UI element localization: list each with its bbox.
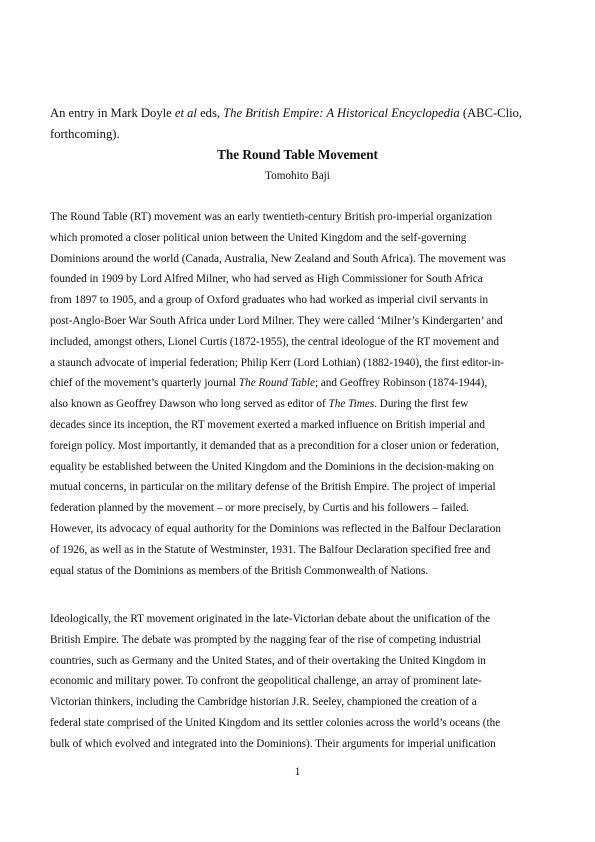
- text-line: included, amongst others, Lionel Curtis (1872-1955), the central ideologue of the RT movement and: [50, 335, 500, 348]
- text-line: [50, 394, 550, 415]
- text-line: countries, such as Germany and the United States, and of their overtaking the United Kingdom in: [50, 654, 486, 667]
- paragraph-2: [50, 609, 550, 755]
- text-run: also known as Geoffrey Dawson who long served as editor of: [50, 398, 329, 411]
- journal-title: The Round Table: [238, 377, 315, 390]
- text-run: ; and Geoffrey Robinson (1874-1944),: [314, 377, 488, 390]
- citation-etal: et al: [174, 106, 197, 120]
- citation-text: eds,: [196, 106, 224, 120]
- text-run: chief of the movement’s quarterly journal: [50, 377, 239, 390]
- paragraph-1: [50, 207, 550, 581]
- text-line: equal status of the Dominions as members of the British Commonwealth of Nations.: [50, 564, 429, 577]
- citation-text: forthcoming).: [50, 127, 120, 141]
- citation-text: (ABC-Clio,: [459, 106, 523, 120]
- text-line: British Empire. The debate was prompted by the nagging fear of the rise of competing industrial: [50, 633, 482, 646]
- text-line: post-Anglo-Boer War South Africa under Lord Milner. They were called ‘Milner’s Kindergarten’ and: [50, 314, 503, 327]
- text-line: Victorian thinkers, including the Cambridge historian J.R. Seeley, championed the creation of a: [50, 696, 477, 709]
- text-line: mutual concerns, in particular on the military defense of the British Empire. The project of imperial: [50, 481, 496, 494]
- article-author: Tomohito Baji: [265, 170, 330, 182]
- citation-book-title: The British Empire: A Historical Encyclopedia: [223, 106, 460, 120]
- text-line: However, its advocacy of equal authority for the Dominions was reflected in the Balfour Declaration: [50, 522, 501, 535]
- text-line: equality be established between the United Kingdom and the Dominions in the decision-making on: [50, 460, 494, 473]
- text-line: bulk of which evolved and integrated into the Dominions). Their arguments for imperial unification: [50, 737, 496, 750]
- text-line: founded in 1909 by Lord Alfred Milner, who had served as High Commissioner for South Africa: [50, 273, 483, 286]
- citation-note: [50, 103, 550, 145]
- text-line: [50, 373, 550, 394]
- page-number: 1: [294, 766, 301, 778]
- text-line: decades since its inception, the RT movement exerted a marked influence on British imperial and: [50, 418, 485, 431]
- text-line: which promoted a closer political union between the United Kingdom and the self-governing: [50, 231, 467, 244]
- text-line: of 1926, as well as in the Statute of Westminster, 1931. The Balfour Declaration specified free and: [50, 543, 491, 556]
- text-line: from 1897 to 1905, and a group of Oxford graduates who had worked as imperial civil servants in: [50, 294, 489, 307]
- newspaper-title: The Times: [328, 398, 375, 411]
- text-line: economic and military power. To confront the geopolitical challenge, an array of prominent late-: [50, 675, 482, 688]
- text-line: a staunch advocate of imperial federation; Philip Kerr (Lord Lothian) (1882-1940), the first editor-in-: [50, 356, 504, 369]
- text-line: Dominions around the world (Canada, Australia, New Zealand and South Africa). The movement was: [50, 252, 506, 265]
- citation-text: An entry in Mark Doyle: [50, 106, 175, 120]
- text-line: The Round Table (RT) movement was an early twentieth-century British pro-imperial organization: [50, 211, 493, 223]
- text-line: federal state comprised of the United Kingdom and its settler colonies across the world’s oceans (the: [50, 716, 501, 729]
- text-line: federation planned by the movement – or more precisely, by Curtis and his followers – failed.: [50, 502, 470, 515]
- text-run: . During the first few: [374, 398, 469, 411]
- text-line: Ideologically, the RT movement originated in the late-Victorian debate about the unification of the: [50, 613, 491, 625]
- text-line: foreign policy. Most importantly, it demanded that as a precondition for a closer union or federation,: [50, 439, 500, 452]
- article-title: The Round Table Movement: [217, 147, 378, 162]
